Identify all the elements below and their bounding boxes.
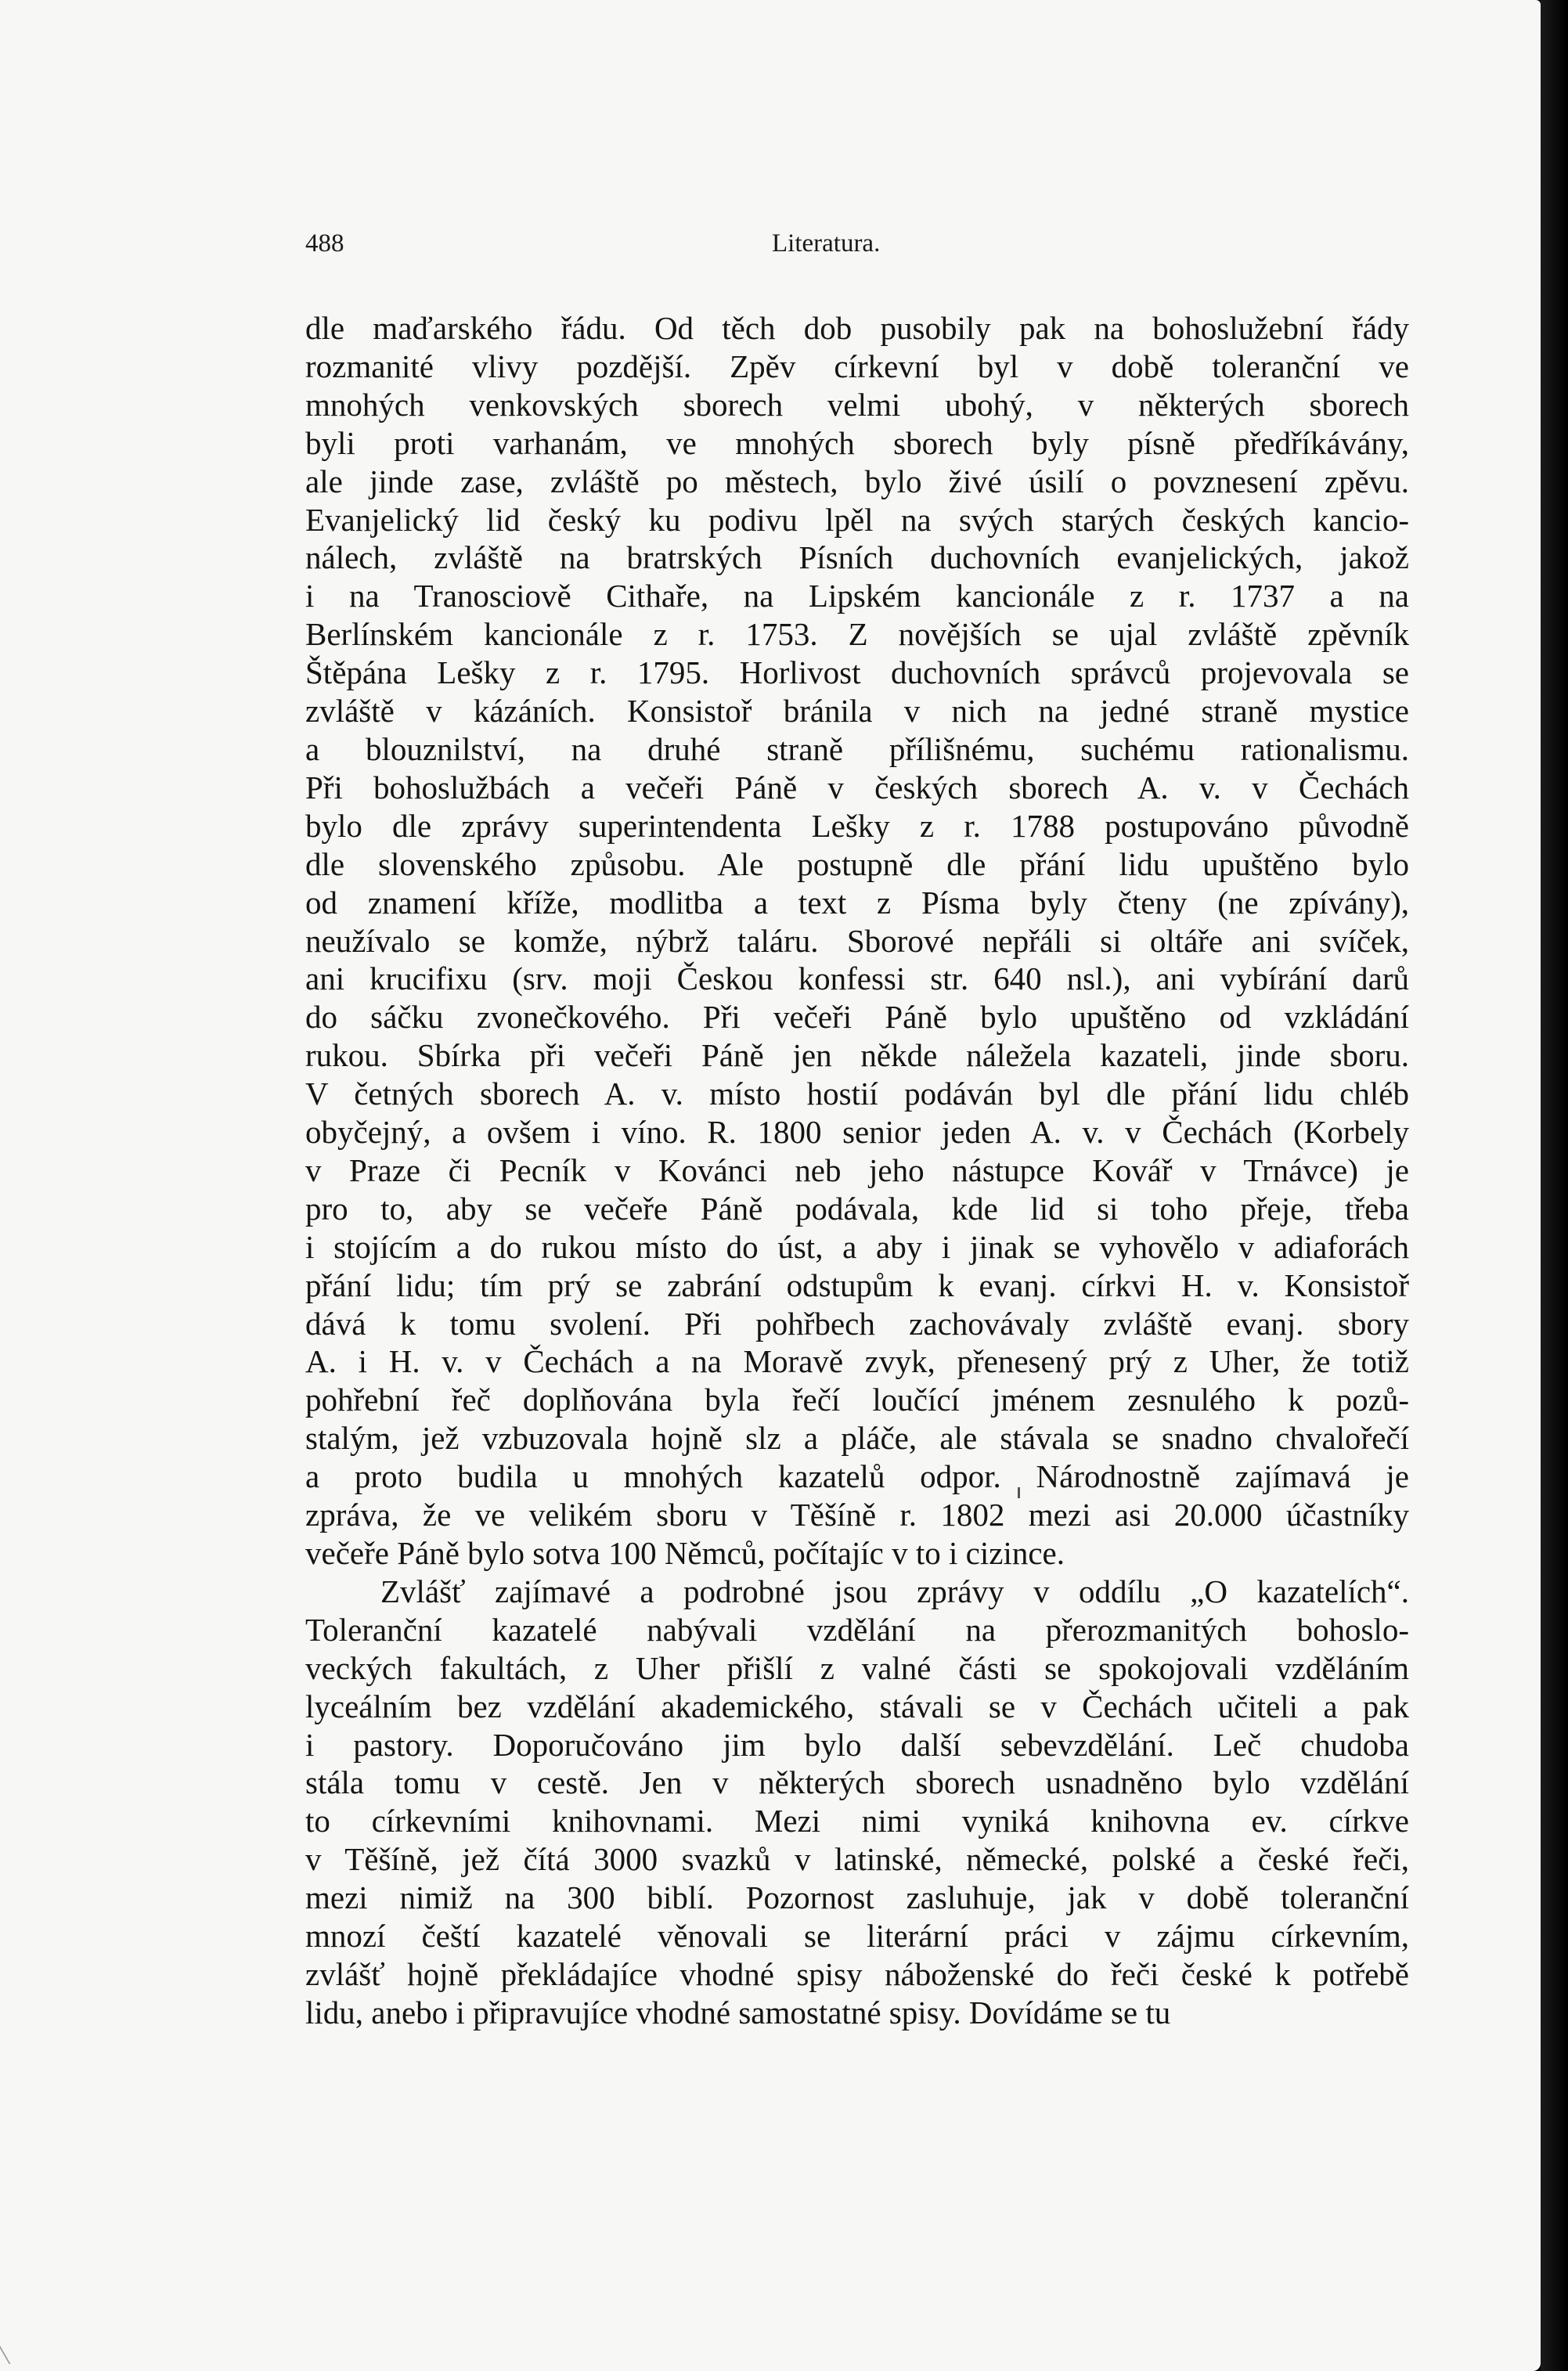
text-line: Evanjelický lid český ku podivu lpěl na svých starých českých kancio- xyxy=(305,501,1409,538)
text-line: mnohých venkovských sborech velmi ubohý, v některých sborech xyxy=(305,386,1409,423)
text-line: Štěpána Lešky z r. 1795. Horlivost duchovních správců projevovala se xyxy=(305,654,1409,691)
text-line: lidu, anebo i připravujíce vhodné samostatné spisy. Dovídáme se tu xyxy=(305,1994,1171,2030)
text-line: a blouznilství, na druhé straně přílišnému, suchému rationalismu. xyxy=(305,730,1409,767)
text-line: dává k tomu svolení. Při pohřbech zachovávaly zvláště evanj. sbory xyxy=(305,1305,1409,1342)
text-line: to církevními knihovnami. Mezi nimi vyniká knihovna ev. církve xyxy=(305,1803,1409,1840)
text-line: Toleranční kazatelé nabývali vzdělání na přerozmanitých bohoslo- xyxy=(305,1611,1409,1648)
text-line: lyceálním bez vzdělání akademického, stávali se v Čechách učiteli a pak xyxy=(305,1688,1409,1724)
text-line: i na Tranosciově Cithaře, na Lipském kancionále z r. 1737 a na xyxy=(305,578,1409,614)
text-line: stála tomu v cestě. Jen v některých sborech usnadněno bylo vzdělání xyxy=(305,1764,1409,1801)
body-text xyxy=(305,309,1409,2032)
text-line: Zvlášť zajímavé a podrobné jsou zprávy v oddílu „O kazatelích“. xyxy=(380,1573,1409,1609)
text-line: veckých fakultách, z Uher přišlí z valné části se spokojovali vzděláním xyxy=(305,1649,1409,1686)
text-line: i stojícím a do rukou místo do úst, a aby i jinak se vyhovělo v adiaforách xyxy=(305,1228,1409,1265)
text-line: byli proti varhanám, ve mnohých sborech byly písně předříkávány, xyxy=(305,424,1409,461)
text-line: do sáčku zvonečkového. Při večeři Páně bylo upuštěno od vzkládání xyxy=(305,999,1409,1036)
text-line: v Těšíně, jež čítá 3000 svazků v latinské, německé, polské a české řeči, xyxy=(305,1841,1409,1878)
text-line: ani krucifixu (srv. moji Českou konfessi str. 640 nsl.), ani vybírání darů xyxy=(305,960,1409,997)
text-line: stalým, jež vzbuzovala hojně slz a pláče, ale stávala se snadno chvalořečí xyxy=(305,1420,1409,1457)
text-line: pro to, aby se večeře Páně podávala, kde lid si toho přeje, třeba xyxy=(305,1190,1409,1227)
running-head: Literatura. xyxy=(772,229,881,258)
text-line: zvlášť hojně překládajíce vhodné spisy náboženské do řeči české k potřebě xyxy=(305,1955,1409,1992)
text-line: v Praze či Pecník v Kovánci neb jeho nástupce Kovář v Trnávce) je xyxy=(305,1151,1409,1188)
text-line: nálech, zvláště na bratrských Písních duchovních evanjelických, jakož xyxy=(305,539,1409,576)
page-header xyxy=(305,229,1409,268)
scan-border xyxy=(1541,0,1568,2371)
text-line: zpráva, že ve velikém sboru v Těšíně r. 1802 mezi asi 20.000 účastníky xyxy=(305,1497,1409,1533)
text-line: mnozí čeští kazatelé věnovali se literární práci v zájmu církevním, xyxy=(305,1918,1409,1955)
text-line: V četných sborech A. v. místo hostií podáván byl dle přání lidu chléb xyxy=(305,1076,1409,1112)
text-line: pohřební řeč doplňována byla řečí loučící jménem zesnulého k pozů- xyxy=(305,1382,1409,1418)
text-line: a proto budila u mnohých kazatelů odpor. Národnostně zajímavá je xyxy=(305,1458,1409,1495)
text-line: Při bohoslužbách a večeři Páně v českých sborech A. v. v Čechách xyxy=(305,769,1409,805)
text-line: večeře Páně bylo sotva 100 Němců, počítajíc v to i cizince. xyxy=(305,1535,1065,1571)
text-line: bylo dle zprávy superintendenta Lešky z r. 1788 postupováno původně xyxy=(305,807,1409,844)
text-line: neužívalo se komže, nýbrž taláru. Sborové nepřáli si oltáře ani svíček, xyxy=(305,922,1409,959)
text-line: zvláště v kázáních. Konsistoř bránila v nich na jedné straně mystice xyxy=(305,693,1409,730)
text-line: i pastory. Doporučováno jim bylo další sebevzdělání. Leč chudoba xyxy=(305,1726,1409,1763)
paragraph-2 xyxy=(305,1573,1409,2032)
text-line: od znamení kříže, modlitba a text z Písma byly čteny (ne zpívány), xyxy=(305,884,1409,921)
text-line: mezi nimiž na 300 biblí. Pozornost zasluhuje, jak v době toleranční xyxy=(305,1879,1409,1916)
page-number: 488 xyxy=(305,229,344,258)
text-line: dle maďarského řádu. Od těch dob pusobily pak na bohoslužební řády xyxy=(305,310,1409,346)
text-line: Berlínském kancionále z r. 1753. Z novějších se ujal zvláště zpěvník xyxy=(305,616,1409,653)
text-line: ale jinde zase, zvláště po městech, bylo živé úsilí o povznesení zpěvu. xyxy=(305,463,1409,499)
text-line: přání lidu; tím prý se zabrání odstupům k evanj. církvi H. v. Konsistoř xyxy=(305,1267,1409,1303)
text-line: rukou. Sbírka při večeři Páně jen někde náležela kazateli, jinde sboru. xyxy=(305,1037,1409,1074)
paragraph-1 xyxy=(305,309,1409,1573)
text-line: rozmanité vlivy pozdější. Zpěv církevní byl v době toleranční ve xyxy=(305,348,1409,384)
text-line: A. i H. v. v Čechách a na Moravě zvyk, přenesený prý z Uher, že totiž xyxy=(305,1343,1409,1380)
text-line: obyčejný, a ovšem i víno. R. 1800 senior jeden A. v. v Čechách (Korbely xyxy=(305,1114,1409,1151)
text-line: dle slovenského způsobu. Ale postupně dle přání lidu upuštěno bylo xyxy=(305,845,1409,882)
